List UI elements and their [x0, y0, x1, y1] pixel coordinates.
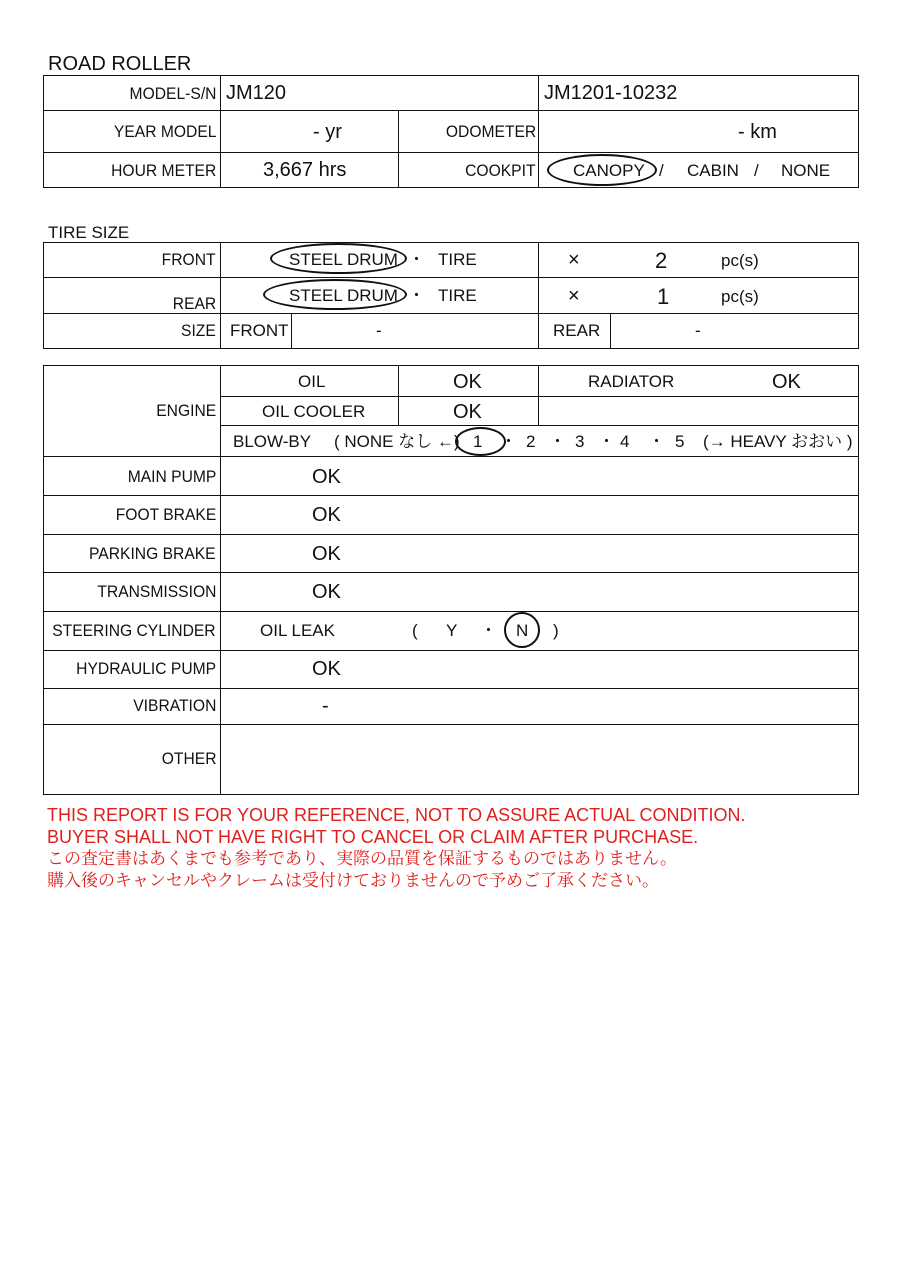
blowby-label: BLOW-BY — [233, 432, 312, 451]
blowby-dot-2: ・ — [549, 432, 566, 451]
steering-oil-leak-label: OIL LEAK — [260, 621, 335, 640]
disclaimer-line-2: BUYER SHALL NOT HAVE RIGHT TO CANCEL OR CLAIM AFTER PURCHASE. — [47, 827, 699, 847]
engine-oil-value: OK — [453, 371, 482, 393]
main-pump-value: OK — [312, 466, 341, 488]
steering-close-paren: ) — [553, 621, 559, 640]
vibration-value: - — [322, 695, 329, 717]
hour-meter-value: 3,667 hrs — [263, 159, 347, 181]
steering-open-paren: ( — [412, 621, 418, 640]
tire-rear-dot: ・ — [408, 286, 425, 305]
blowby-level-2: 2 — [526, 432, 536, 451]
tire-front-dot: ・ — [408, 250, 425, 269]
tire-rear-label: REAR — [172, 294, 216, 313]
tire-size-front-label: FRONT — [230, 321, 289, 340]
engine-oil-cooler-value: OK — [453, 401, 482, 423]
model-sn-label: MODEL-S/N — [129, 84, 216, 103]
year-model-value: - yr — [313, 121, 342, 143]
blowby-dot-4: ・ — [648, 432, 665, 451]
blowby-prefix: ( NONE なし ←) — [334, 432, 460, 451]
engine-radiator-value: OK — [772, 371, 801, 393]
disclaimer-line-3: この査定書はあくまでも参考であり、実際の品質を保証するものではありません。 — [47, 849, 678, 868]
hydraulic-pump-value: OK — [312, 658, 341, 680]
tire-front-times: × — [568, 249, 580, 271]
main-pump-label: MAIN PUMP — [127, 467, 216, 486]
tire-front-label: FRONT — [162, 250, 216, 269]
blowby-level-5: 5 — [675, 432, 685, 451]
tire-front-tire: TIRE — [438, 250, 477, 269]
cockpit-option-canopy: CANOPY — [573, 161, 645, 180]
transmission-label: TRANSMISSION — [96, 582, 216, 601]
engine-oil-cooler-label: OIL COOLER — [262, 402, 366, 421]
cockpit-label: COOKPIT — [465, 161, 536, 180]
tire-size-rear-value: - — [695, 321, 701, 340]
year-model-label: YEAR MODEL — [113, 122, 216, 141]
steering-option-y: Y — [446, 621, 458, 640]
tire-size-label: SIZE — [181, 321, 216, 340]
parking-brake-label: PARKING BRAKE — [89, 544, 216, 563]
tire-rear-unit: pc(s) — [721, 287, 759, 306]
disclaimer-line-1: THIS REPORT IS FOR YOUR REFERENCE, NOT TO ASSURE ACTUAL CONDITION. — [47, 805, 746, 825]
cockpit-option-cabin: CABIN — [687, 161, 739, 180]
blowby-dot-3: ・ — [598, 432, 615, 451]
model-name: JM120 — [226, 82, 287, 104]
tire-front-unit: pc(s) — [721, 251, 759, 270]
cockpit-sep-2: / — [754, 161, 759, 180]
steering-cylinder-label: STEERING CYLINDER — [52, 621, 216, 640]
tire-rear-count: 1 — [657, 284, 670, 309]
transmission-value: OK — [312, 581, 341, 603]
tire-size-section-label: TIRE SIZE — [48, 223, 130, 242]
odometer-value: - km — [738, 121, 777, 143]
tire-rear-times: × — [568, 285, 580, 307]
parking-brake-value: OK — [312, 543, 341, 565]
serial-number: JM1201-10232 — [544, 82, 678, 104]
blowby-level-4: 4 — [620, 432, 630, 451]
tire-rear-tire: TIRE — [438, 286, 477, 305]
steering-dot: ・ — [480, 621, 497, 640]
blowby-dot-1: ・ — [500, 432, 517, 451]
page-title: ROAD ROLLER — [48, 53, 192, 75]
disclaimer-line-4: 購入後のキャンセルやクレームは受付けておりませんので予めご了承ください。 — [47, 871, 659, 890]
tire-size-rear-label: REAR — [553, 321, 601, 340]
cockpit-sep-1: / — [659, 161, 664, 180]
tire-rear-steel-drum: STEEL DRUM — [289, 286, 398, 305]
other-label: OTHER — [161, 749, 216, 768]
blowby-suffix: (→ HEAVY おおい ) — [703, 432, 853, 451]
foot-brake-label: FOOT BRAKE — [115, 505, 216, 524]
tire-size-front-value: - — [376, 321, 382, 340]
blowby-level-3: 3 — [575, 432, 585, 451]
vibration-label: VIBRATION — [132, 696, 216, 715]
cockpit-option-none: NONE — [781, 161, 831, 180]
hour-meter-label: HOUR METER — [110, 161, 216, 180]
engine-oil-label: OIL — [298, 372, 326, 391]
engine-label: ENGINE — [156, 401, 216, 420]
tire-front-count: 2 — [655, 248, 668, 273]
engine-radiator-label: RADIATOR — [588, 372, 675, 391]
hydraulic-pump-label: HYDRAULIC PUMP — [76, 659, 216, 678]
blowby-level-1: 1 — [473, 432, 483, 451]
foot-brake-value: OK — [312, 504, 341, 526]
steering-option-n: N — [516, 621, 529, 640]
odometer-label: ODOMETER — [445, 122, 536, 141]
tire-front-steel-drum: STEEL DRUM — [289, 250, 398, 269]
check-table — [43, 365, 859, 795]
